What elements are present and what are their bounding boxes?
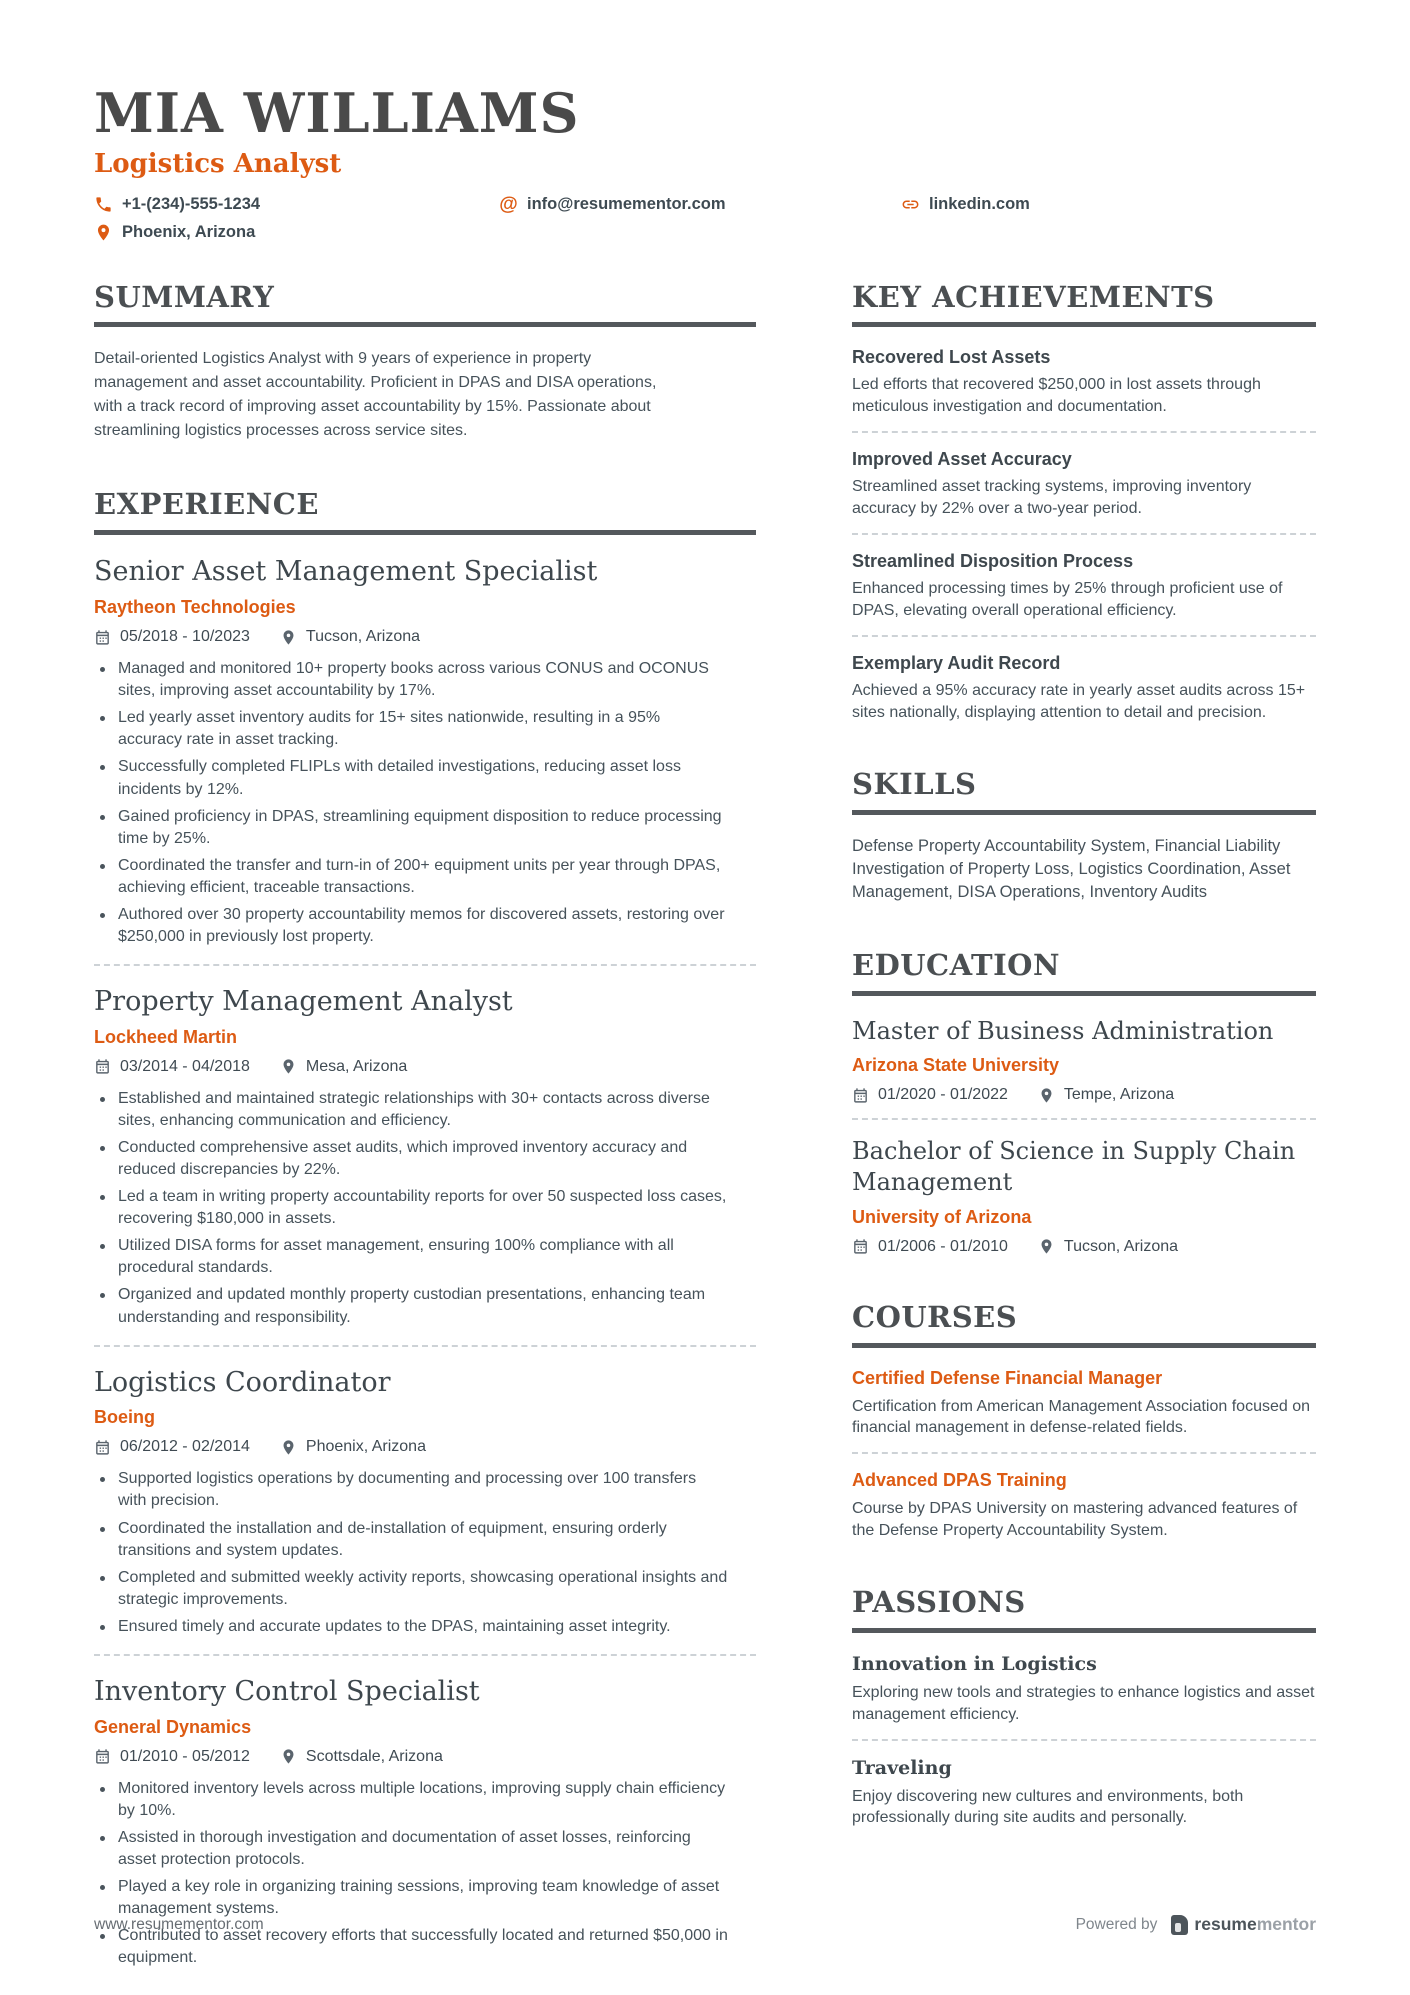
bullet-item: Monitored inventory levels across multiple locations, improving supply chain efficiency by 10%.	[94, 1778, 728, 1822]
location-text: Phoenix, Arizona	[122, 222, 256, 241]
phone-icon	[94, 195, 113, 214]
job-title: Inventory Control Specialist	[94, 1675, 480, 1707]
dashed-divider	[852, 1739, 1316, 1741]
dashed-divider	[852, 533, 1316, 535]
job-title: Senior Asset Management Specialist	[94, 556, 598, 588]
candidate-name: MIA WILLIAMS	[94, 81, 580, 145]
resume-header	[0, 0, 1410, 242]
bullet-item: Led a team in writing property accountability reports for over 50 suspected loss cases, recovering $180,000 in assets.	[94, 1186, 728, 1230]
achievement-title: Streamlined Disposition Process	[852, 551, 1134, 572]
date-text: 06/2012 - 02/2014	[120, 1438, 250, 1456]
summary-heading: SUMMARY	[94, 282, 756, 328]
passion-item	[852, 1757, 1316, 1829]
course-item	[852, 1368, 1316, 1439]
achievements-section	[852, 279, 1316, 723]
calendar-icon	[852, 1087, 869, 1104]
course-item	[852, 1470, 1316, 1541]
job-meta	[94, 1058, 756, 1076]
experience-entry	[94, 1366, 756, 1638]
achievement-item	[852, 347, 1316, 417]
job-meta	[94, 1748, 756, 1766]
bullet-item: Conducted comprehensive asset audits, which improved inventory accuracy and reduced discrepancies by 22%.	[94, 1137, 728, 1181]
footer-site-link[interactable]: www.resumementor.com	[94, 1915, 264, 1933]
company-name: General Dynamics	[94, 1716, 252, 1737]
education-meta	[852, 1086, 1316, 1104]
pin-icon	[1038, 1087, 1055, 1104]
education-location	[1038, 1086, 1174, 1104]
job-meta	[94, 628, 756, 646]
email-contact[interactable]	[499, 195, 901, 214]
location-text: Scottsdale, Arizona	[305, 1747, 443, 1765]
dashed-divider	[852, 1452, 1316, 1454]
calendar-icon	[94, 1439, 111, 1456]
achievement-text: Streamlined asset tracking systems, improving inventory accuracy by 22% over a two-year period.	[852, 478, 1252, 517]
brand-text-light: mentor	[1256, 1914, 1316, 1934]
job-location	[280, 1438, 426, 1456]
job-bullets	[94, 1468, 756, 1638]
education-heading: EDUCATION	[852, 950, 1316, 996]
school-name: University of Arizona	[852, 1206, 1032, 1227]
experience-entry	[94, 555, 756, 948]
bullet-item: Coordinated the transfer and turn-in of 200+ equipment units per year through DPAS, achieving efficient, traceable transactions.	[94, 855, 728, 899]
resume-body	[0, 279, 1410, 1995]
left-column	[94, 279, 756, 1995]
email-address: info@resumementor.com	[527, 194, 726, 213]
resumementor-logo[interactable]	[1171, 1914, 1316, 1935]
calendar-icon	[852, 1238, 869, 1255]
brand-text-bold: resume	[1194, 1914, 1257, 1934]
pin-icon	[280, 629, 297, 646]
calendar-icon	[94, 1058, 111, 1075]
date-text: 01/2020 - 01/2022	[878, 1086, 1008, 1104]
company-name: Raytheon Technologies	[94, 597, 296, 618]
link-icon	[901, 195, 920, 214]
experience-entry	[94, 985, 756, 1329]
bullet-item: Authored over 30 property accountability memos for discovered assets, restoring over $250,000 in previously lost property.	[94, 904, 728, 948]
date-text: 03/2014 - 04/2018	[120, 1057, 250, 1075]
skills-text: Defense Property Accountability System, Financial Liability Investigation of Property Loss, Logistics Coordination, Asset Management, DISA Operations, Inventory Audits	[852, 836, 1291, 902]
achievement-title: Exemplary Audit Record	[852, 653, 1061, 674]
school-name: Arizona State University	[852, 1055, 1060, 1076]
courses-heading: COURSES	[852, 1302, 1316, 1348]
achievement-text: Led efforts that recovered $250,000 in lost assets through meticulous investigation and documentation.	[852, 376, 1261, 415]
company-name: Boeing	[94, 1407, 155, 1428]
location-text: Mesa, Arizona	[305, 1057, 408, 1075]
bullet-item: Successfully completed FLIPLs with detailed investigations, reducing asset loss incidents by 12%.	[94, 756, 728, 800]
job-bullets	[94, 658, 756, 948]
experience-section	[94, 489, 756, 1969]
bullet-item: Led yearly asset inventory audits for 15+ sites nationwide, resulting in a 95% accuracy rate in asset tracking.	[94, 707, 728, 751]
skills-heading: SKILLS	[852, 769, 1316, 815]
passions-heading: PASSIONS	[852, 1587, 1316, 1633]
location-text: Tempe, Arizona	[1063, 1086, 1175, 1104]
passion-item	[852, 1653, 1316, 1725]
courses-section	[852, 1299, 1316, 1542]
powered-by	[1076, 1914, 1316, 1935]
education-location	[1038, 1238, 1178, 1256]
pin-icon	[1038, 1238, 1055, 1255]
achievement-item	[852, 449, 1316, 519]
degree-title: Master of Business Administration	[852, 1017, 1274, 1046]
education-entry	[852, 1016, 1316, 1104]
dashed-divider	[852, 635, 1316, 637]
phone-number: +1-(234)-555-1234	[122, 194, 261, 213]
experience-heading: EXPERIENCE	[94, 489, 756, 535]
date-range	[94, 1438, 250, 1456]
at-icon: @	[499, 193, 518, 215]
job-title: Property Management Analyst	[94, 986, 513, 1018]
passion-text: Enjoy discovering new cultures and environments, both professionally during site audits and personally.	[852, 1788, 1244, 1827]
summary-text: Detail-oriented Logistics Analyst with 9 years of experience in property management and asset accountability. Proficient in DPAS and DISA operations, with a track record of improving asset accountability by 15%. Passionate about streamlining logistics processes across service sites.	[94, 350, 657, 440]
job-location	[280, 1058, 407, 1076]
job-location	[280, 628, 420, 646]
candidate-job-title: Logistics Analyst	[94, 149, 342, 179]
job-location	[280, 1748, 443, 1766]
dashed-divider	[852, 1118, 1316, 1120]
pin-icon	[280, 1748, 297, 1765]
date-range	[852, 1086, 1008, 1104]
date-range	[94, 1748, 250, 1766]
powered-by-label: Powered by	[1075, 1915, 1158, 1933]
date-range	[94, 1058, 250, 1076]
passion-title: Innovation in Logistics	[852, 1653, 1097, 1676]
pin-icon	[280, 1058, 297, 1075]
dashed-divider	[852, 431, 1316, 433]
bullet-item: Organized and updated monthly property custodian presentations, enhancing team understanding and responsibility.	[94, 1284, 728, 1328]
achievement-title: Improved Asset Accuracy	[852, 449, 1072, 470]
achievements-heading: KEY ACHIEVEMENTS	[852, 282, 1316, 328]
skills-section	[852, 766, 1316, 904]
dashed-divider	[94, 1654, 756, 1656]
education-meta	[852, 1238, 1316, 1256]
passion-text: Exploring new tools and strategies to enhance logistics and asset management efficiency.	[852, 1684, 1315, 1723]
achievement-title: Recovered Lost Assets	[852, 347, 1051, 368]
dashed-divider	[94, 964, 756, 966]
achievement-item	[852, 653, 1316, 723]
bullet-item: Coordinated the installation and de-installation of equipment, ensuring orderly transitions and system updates.	[94, 1518, 728, 1562]
bullet-item: Completed and submitted weekly activity reports, showcasing operational insights and strategic improvements.	[94, 1567, 728, 1611]
date-text: 01/2006 - 01/2010	[878, 1237, 1008, 1255]
job-meta	[94, 1438, 756, 1456]
calendar-icon	[94, 1748, 111, 1765]
achievement-text: Achieved a 95% accuracy rate in yearly asset audits across 15+ sites nationally, displaying attention to detail and precision.	[852, 682, 1306, 721]
course-title: Certified Defense Financial Manager	[852, 1367, 1163, 1388]
bullet-item: Utilized DISA forms for asset management, ensuring 100% compliance with all procedural standards.	[94, 1235, 728, 1279]
location-text: Tucson, Arizona	[305, 628, 421, 646]
summary-section	[94, 279, 756, 444]
passion-title: Traveling	[852, 1757, 952, 1780]
passions-section	[852, 1587, 1316, 1829]
course-title: Advanced DPAS Training	[852, 1470, 1067, 1491]
linkedin-contact[interactable]	[901, 195, 1316, 214]
education-section	[852, 950, 1316, 1255]
date-range	[852, 1238, 1008, 1256]
job-title: Logistics Coordinator	[94, 1366, 391, 1398]
date-text: 05/2018 - 10/2023	[120, 628, 250, 646]
bullet-item: Assisted in thorough investigation and documentation of asset losses, reinforcing asset protection protocols.	[94, 1827, 728, 1871]
right-column	[852, 279, 1316, 1995]
linkedin-url: linkedin.com	[929, 194, 1030, 213]
course-text: Certification from American Management Association focused on financial management in defense-related fields.	[852, 1397, 1311, 1436]
dashed-divider	[94, 1345, 756, 1347]
education-entry	[852, 1136, 1316, 1255]
location-pin-icon	[94, 223, 113, 242]
bullet-item: Contributed to asset recovery efforts that successfully located and returned $50,000 in equipment.	[94, 1925, 728, 1969]
phone-contact[interactable]	[94, 195, 499, 214]
contact-row	[94, 195, 1316, 242]
calendar-icon	[94, 629, 111, 646]
location-text: Tucson, Arizona	[1063, 1237, 1179, 1255]
achievement-item	[852, 551, 1316, 621]
date-text: 01/2010 - 05/2012	[120, 1747, 250, 1765]
bullet-item: Ensured timely and accurate updates to the DPAS, maintaining asset integrity.	[94, 1616, 728, 1638]
location-text: Phoenix, Arizona	[305, 1438, 426, 1456]
bullet-item: Played a key role in organizing training sessions, improving team knowledge of asset management systems.	[94, 1876, 728, 1920]
bullet-item: Managed and monitored 10+ property books across various CONUS and OCONUS sites, improving asset accountability by 17%.	[94, 658, 728, 702]
company-name: Lockheed Martin	[94, 1026, 238, 1047]
bullet-item: Supported logistics operations by documenting and processing over 100 transfers with precision.	[94, 1468, 728, 1512]
location-contact	[94, 223, 499, 242]
bullet-item: Gained proficiency in DPAS, streamlining equipment disposition to reduce processing time by 25%.	[94, 806, 728, 850]
pin-icon	[280, 1439, 297, 1456]
job-bullets	[94, 1088, 756, 1329]
degree-title: Bachelor of Science in Supply Chain Management	[852, 1137, 1296, 1197]
course-text: Course by DPAS University on mastering advanced features of the Defense Property Accountability System.	[852, 1500, 1298, 1539]
bullet-item: Established and maintained strategic relationships with 30+ contacts across diverse sites, enhancing communication and efficiency.	[94, 1088, 728, 1132]
date-range	[94, 628, 250, 646]
resumementor-logo-icon	[1171, 1915, 1188, 1935]
page-footer	[94, 1914, 1316, 1935]
job-bullets	[94, 1778, 756, 1970]
achievement-text: Enhanced processing times by 25% through proficient use of DPAS, elevating overall operational efficiency.	[852, 580, 1283, 619]
